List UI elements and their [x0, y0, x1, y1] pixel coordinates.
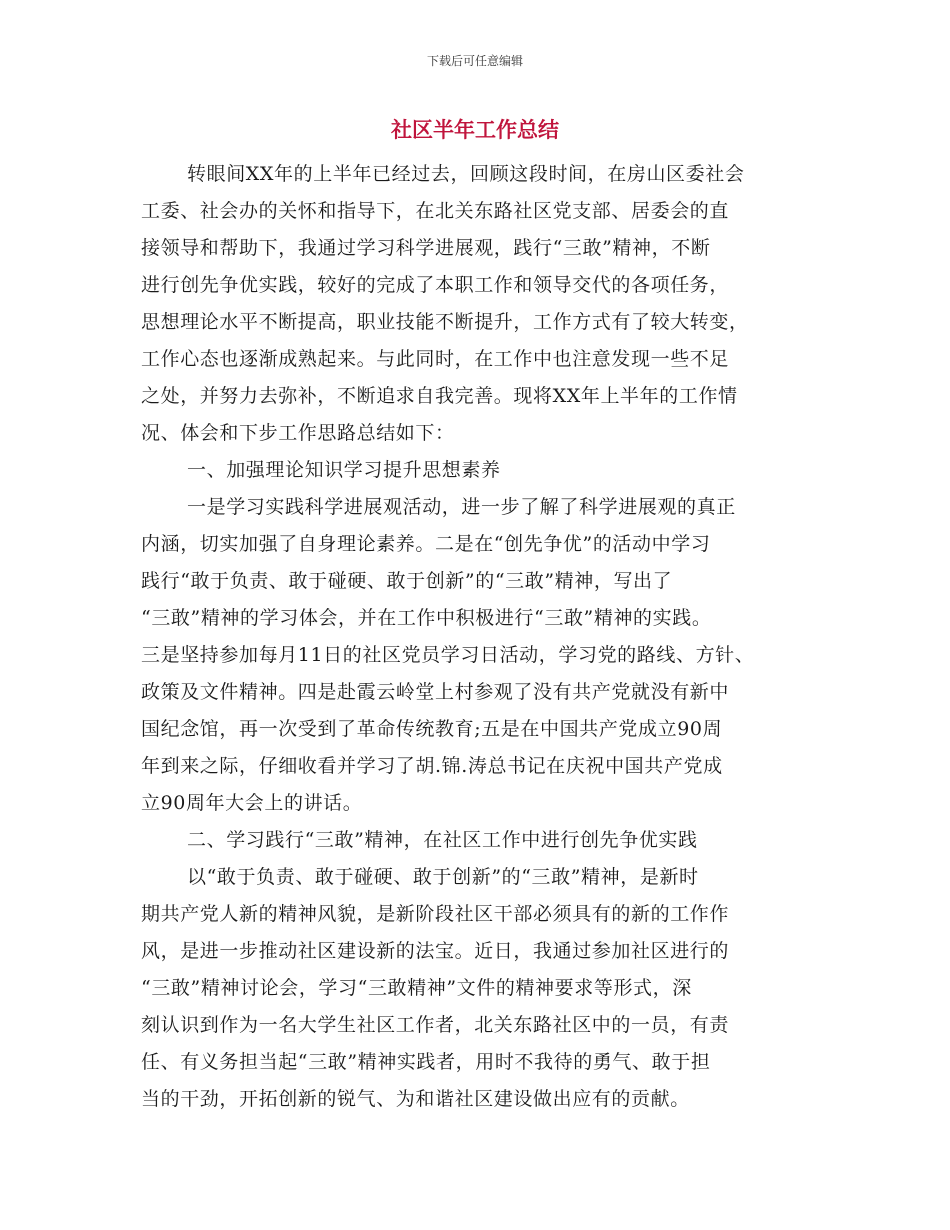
text-line: 三是坚持参加每月11日的社区党员学习日活动，学习党的路线、方针、 [141, 644, 755, 666]
text-line: 当的干劲，开拓创新的锐气、为和谐社区建设做出应有的贡献。 [141, 1088, 690, 1110]
text-line: 任、有义务担当起“三敢”精神实践者，用时不我待的勇气、敢于担 [141, 1051, 711, 1073]
text-line: 年到来之际，仔细收看并学习了胡.锦.涛总书记在庆祝中国共产党成 [141, 755, 723, 777]
text-line: 工作心态也逐渐成熟起来。与此同时，在工作中也注意发现一些不足 [141, 348, 730, 370]
text-line: 一是学习实践科学进展观活动，进一步了解了科学进展观的真正 [187, 496, 736, 518]
text-line: 况、体会和下步工作思路总结如下： [141, 422, 455, 444]
text-line: “三敢”精神讨论会，学习“三敢精神”文件的精神要求等形式，深 [141, 977, 692, 999]
text-line: 工委、社会办的关怀和指导下，在北关东路社区党支部、居委会的直 [141, 200, 730, 222]
text-line: 期共产党人新的精神风貌，是新阶段社区干部必须具有的新的工作作 [141, 903, 730, 925]
document-title: 社区半年工作总结 [391, 118, 559, 142]
header-note: 下载后可任意编辑 [426, 54, 523, 68]
text-line: 风，是进一步推动社区建设新的法宝。近日，我通过参加社区进行的 [141, 940, 730, 962]
text-line: 二、学习践行“三敢”精神，在社区工作中进行创先争优实践 [187, 829, 698, 851]
text-line: 践行“敢于负责、敢于碰硬、敢于创新”的“三敢”精神，写出了 [141, 570, 673, 592]
text-line: 政策及文件精神。四是赴霞云岭堂上村参观了没有共产党就没有新中 [141, 681, 730, 703]
text-line: 接领导和帮助下，我通过学习科学进展观，践行“三敢”精神，不断 [141, 237, 711, 259]
document-body [141, 156, 816, 1118]
text-line: 进行创先争优实践，较好的完成了本职工作和领导交代的各项任务， [141, 274, 730, 296]
text-line: 立90周年大会上的讲话。 [141, 792, 363, 814]
text-line: 内涵，切实加强了自身理论素养。二是在“创先争优”的活动中学习 [141, 533, 711, 555]
text-line: 之处，并努力去弥补，不断追求自我完善。现将XX年上半年的工作情 [141, 385, 738, 407]
text-line: 思想理论水平不断提高，职业技能不断提升，工作方式有了较大转变， [141, 311, 749, 333]
text-line: 国纪念馆，再一次受到了革命传统教育;五是在中国共产党成立90周 [141, 718, 723, 740]
text-line: “三敢”精神的学习体会，并在工作中积极进行“三敢”精神的实践。 [141, 607, 712, 629]
text-line: 以“敢于负责、敢于碰硬、敢于创新”的“三敢”精神，是新时 [187, 866, 699, 888]
text-line: 刻认识到作为一名大学生社区工作者，北关东路社区中的一员，有责 [141, 1014, 730, 1036]
text-line: 转眼间XX年的上半年已经过去，回顾这段时间，在房山区委社会 [187, 163, 745, 185]
text-line: 一、加强理论知识学习提升思想素养 [187, 459, 501, 481]
